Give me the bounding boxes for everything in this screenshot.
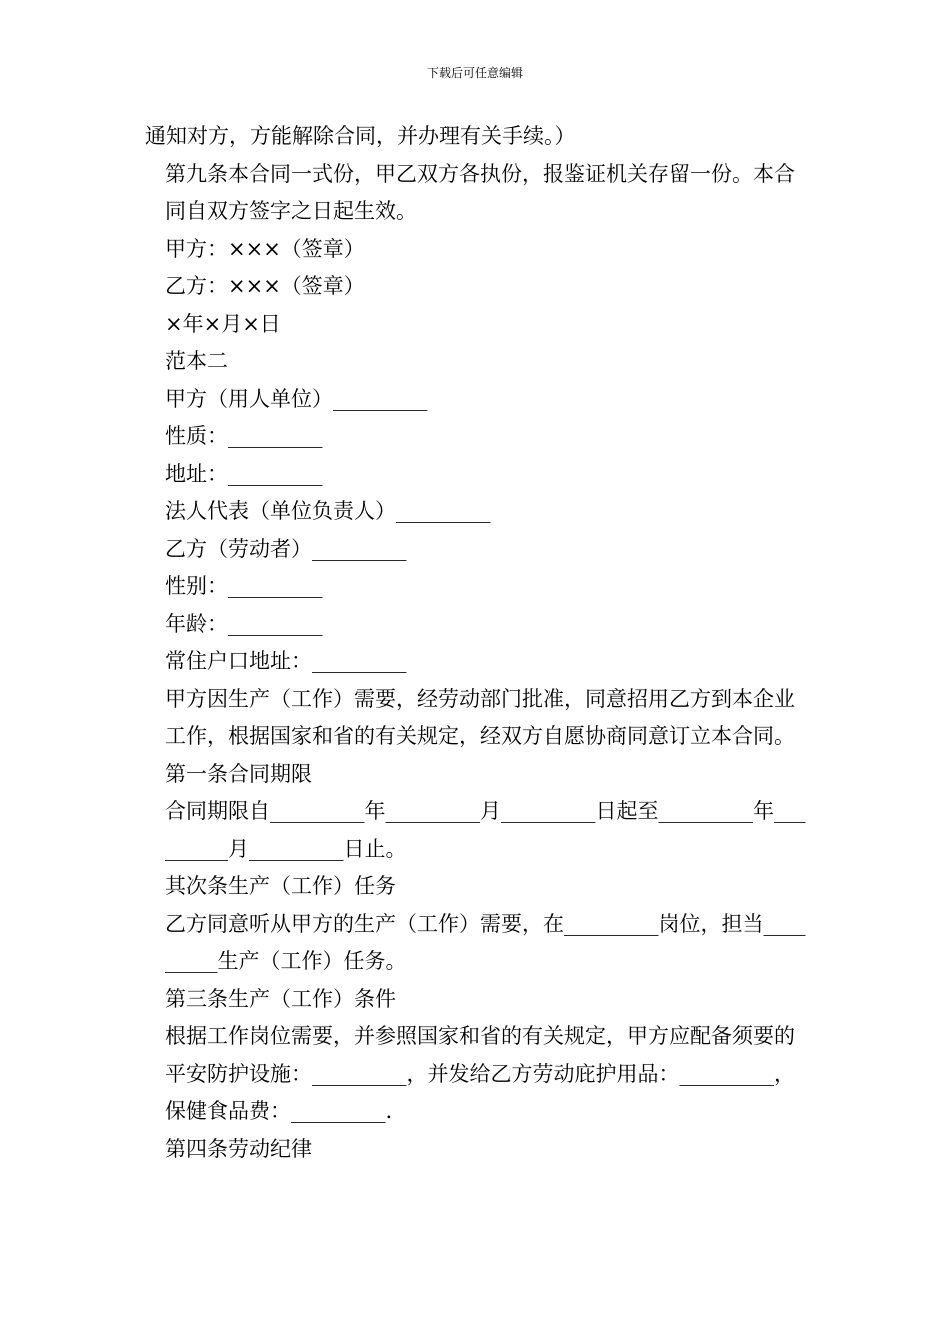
paragraph-5: ×年×月×日: [165, 311, 281, 336]
paragraph-13: 年龄：_________: [165, 611, 323, 636]
paragraph-21: 根据工作岗位需要，并参照国家和省的有关规定，甲方应配备须要的平安防护设施：_________，并发给乙方劳动庇护用品：_________，保健食品费：_________.: [165, 1024, 795, 1123]
paragraph-14: 常住户口地址：_________: [165, 649, 407, 673]
paragraph-7: 甲方（用人单位）_________: [165, 386, 428, 411]
paragraph-8: 性质：_________: [165, 424, 323, 448]
paragraph-2: 第九条本合同一式份，甲乙双方各执份，报鉴证机关存留一份。本合同自双方签字之日起生效。: [165, 161, 795, 223]
page-header: 下载后可任意编辑: [426, 66, 523, 80]
paragraph-17: 合同期限自_________年_________月_________日起至_________年_________月_________日止。: [165, 799, 806, 861]
paragraph-10: 法人代表（单位负责人）_________: [165, 499, 491, 523]
paragraph-12: 性别：_________: [165, 574, 323, 598]
paragraph-6: 范本二: [165, 349, 228, 373]
paragraph-3: 甲方：×××（签章）: [165, 236, 365, 261]
paragraph-9: 地址：_________: [165, 461, 323, 486]
paragraph-4: 乙方：×××（签章）: [165, 274, 365, 298]
paragraph-18: 其次条生产（工作）任务: [165, 874, 396, 898]
paragraph-16: 第一条合同期限: [165, 761, 312, 786]
paragraph-1: 通知对方，方能解除合同，并办理有关手续。）: [145, 124, 576, 148]
paragraph-11: 乙方（劳动者）_________: [165, 536, 407, 561]
paragraph-20: 第三条生产（工作）条件: [165, 986, 396, 1011]
paragraph-19: 乙方同意听从甲方的生产（工作）需要，在_________岗位，担当_________生产（工作）任务。: [165, 911, 806, 973]
paragraph-15: 甲方因生产（工作）需要，经劳动部门批准，同意招用乙方到本企业工作，根据国家和省的有关规定，经双方自愿协商同意订立本合同。: [165, 686, 795, 748]
document-body: [145, 118, 807, 1168]
paragraph-22: 第四条劳动纪律: [165, 1136, 312, 1161]
